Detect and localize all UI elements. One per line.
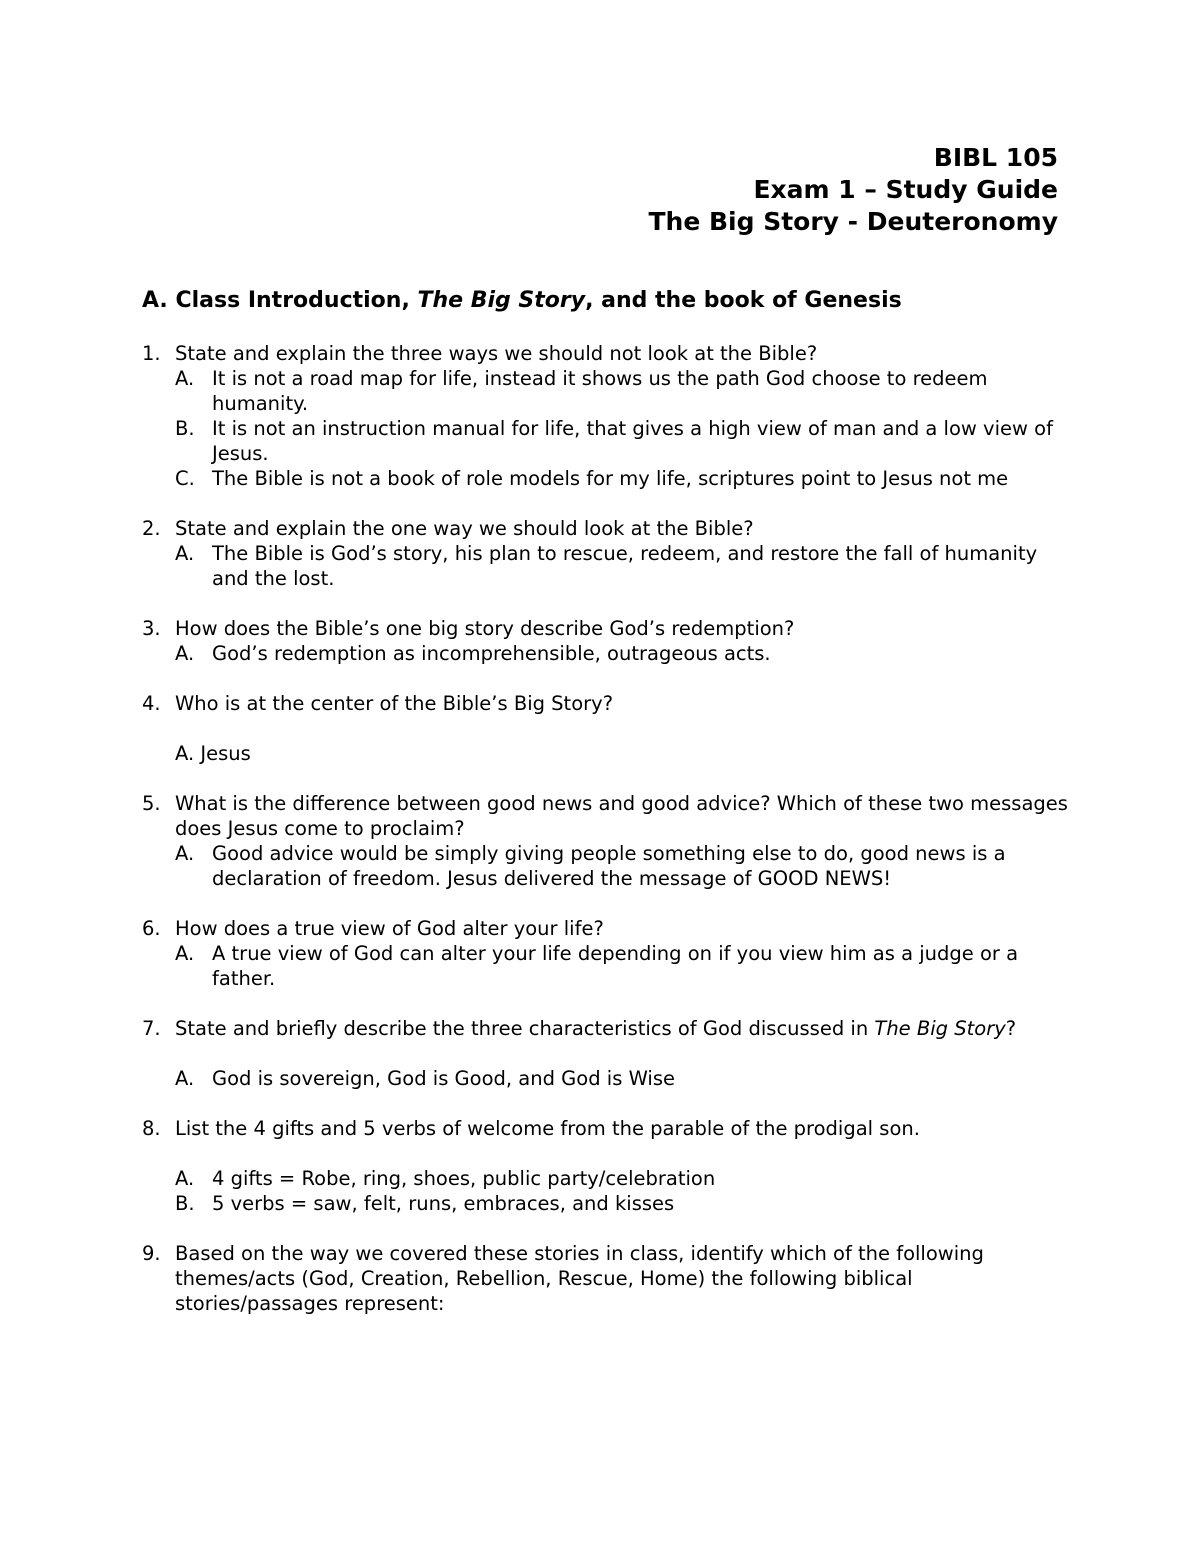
question-number: 4. (142, 692, 161, 715)
book-title: The Big Story (874, 1017, 1006, 1040)
question-9 (142, 1241, 1072, 1316)
answer-letter: B. (175, 417, 195, 440)
document-header (648, 142, 1058, 238)
answer-letter: A. (175, 942, 195, 965)
question-number: 7. (142, 1017, 161, 1040)
exam-title: Exam 1 – Study Guide (753, 175, 1058, 204)
question-7 (142, 1016, 1072, 1041)
question-number: 1. (142, 342, 161, 365)
section-heading-prefix: A. Class Introduction, (142, 288, 418, 313)
question-number: 3. (142, 617, 161, 640)
answer-1a (142, 366, 1072, 416)
section-heading-suffix: , and the book of Genesis (585, 288, 902, 313)
question-3 (142, 616, 1072, 641)
answer-letter: A. (175, 642, 195, 665)
course-code: BIBL 105 (933, 143, 1058, 172)
answer-letter: A. (175, 1067, 195, 1090)
answer-4a: A. Jesus (175, 742, 251, 765)
question-text (175, 1017, 1016, 1040)
answer-text: The Bible is God’s story, his plan to rescue, redeem, and restore the fall of humanity and the lost. (212, 542, 1038, 590)
answer-1c (142, 466, 1072, 491)
question-number: 5. (142, 792, 161, 815)
answer-letter: B. (175, 1192, 195, 1215)
question-text: State and explain the three ways we should not look at the Bible? (175, 342, 818, 365)
question-text: How does the Bible’s one big story describe God’s redemption? (175, 617, 795, 640)
question-2 (142, 516, 1072, 541)
section-heading-italic: The Big Story (417, 288, 586, 313)
answer-letter: C. (175, 467, 195, 490)
answer-letter: A. (175, 542, 195, 565)
answer-7a (142, 1066, 1072, 1091)
answer-8b (142, 1191, 1072, 1216)
answer-text: 5 verbs = saw, felt, runs, embraces, and kisses (212, 1192, 675, 1215)
question-text: List the 4 gifts and 5 verbs of welcome from the parable of the prodigal son. (175, 1117, 920, 1140)
question-text-prefix: State and briefly describe the three characteristics of God discussed in (175, 1017, 875, 1040)
answer-letter: A. (175, 842, 195, 865)
answer-1b (142, 416, 1072, 466)
question-1 (142, 341, 1072, 366)
answer-8a (142, 1166, 1072, 1191)
question-list (142, 341, 1072, 1316)
question-text: How does a true view of God alter your life? (175, 917, 604, 940)
question-number: 8. (142, 1117, 161, 1140)
exam-subtitle: The Big Story - Deuteronomy (648, 207, 1058, 236)
answer-6a (142, 941, 1072, 991)
answer-5a (142, 841, 1072, 891)
question-8 (142, 1116, 1072, 1141)
question-text: Who is at the center of the Bible’s Big Story? (175, 692, 614, 715)
question-text: What is the difference between good news and good advice? Which of these two messages does Jesus come to proclaim? (175, 792, 1068, 840)
section-heading (142, 286, 902, 316)
answer-3a (142, 641, 1072, 666)
answer-text: It is not an instruction manual for life, that gives a high view of man and a low view of Jesus. (212, 417, 1053, 465)
answer-letter: A. (175, 367, 195, 390)
question-number: 9. (142, 1242, 161, 1265)
question-5 (142, 791, 1072, 841)
answer-text: God’s redemption as incomprehensible, outrageous acts. (212, 642, 771, 665)
question-text: Based on the way we covered these stories in class, identify which of the following themes/acts (God, Creation, Rebellion, Rescue, Home) the following biblical stories/passages represent: (175, 1242, 984, 1315)
answer-text: Good advice would be simply giving people something else to do, good news is a declaration of freedom. Jesus delivered the message of GOOD NEWS! (212, 842, 1006, 890)
question-text-suffix: ? (1005, 1017, 1017, 1040)
answer-letter: A. (175, 1167, 195, 1190)
answer-text: A true view of God can alter your life depending on if you view him as a judge or a father. (212, 942, 1019, 990)
question-4 (142, 691, 1072, 716)
answer-text: The Bible is not a book of role models for my life, scriptures point to Jesus not me (212, 467, 1009, 490)
answer-2a (142, 541, 1072, 591)
question-number: 6. (142, 917, 161, 940)
answer-text: God is sovereign, God is Good, and God is Wise (212, 1067, 676, 1090)
question-6 (142, 916, 1072, 941)
question-number: 2. (142, 517, 161, 540)
answer-text: It is not a road map for life, instead it shows us the path God choose to redeem humanity. (212, 367, 988, 415)
answer-text: 4 gifts = Robe, ring, shoes, public party/celebration (212, 1167, 716, 1190)
question-text: State and explain the one way we should look at the Bible? (175, 517, 754, 540)
